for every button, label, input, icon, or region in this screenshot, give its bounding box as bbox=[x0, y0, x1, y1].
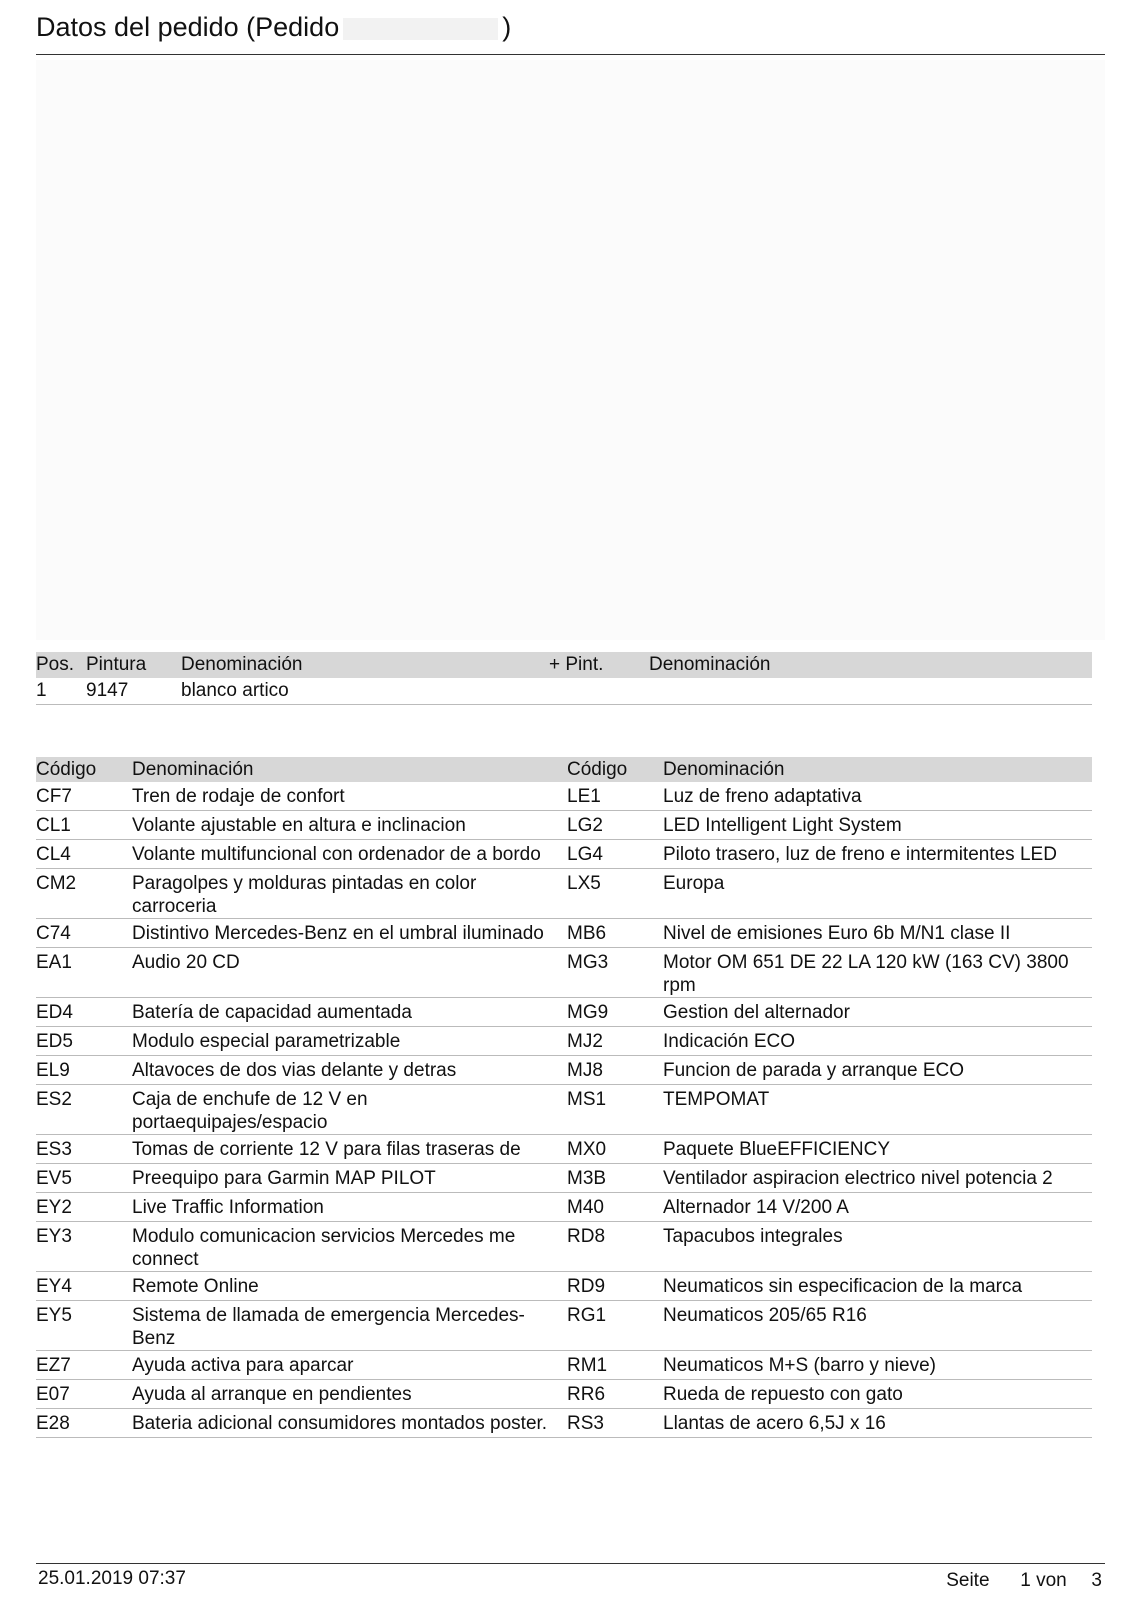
cell-codigo: C74 bbox=[36, 923, 71, 944]
cell-denominacion: Ayuda activa para aparcar bbox=[132, 1355, 354, 1376]
cell-codigo-2: MG3 bbox=[567, 952, 609, 973]
cell-denominacion: Distintivo Mercedes-Benz en el umbral iluminado bbox=[132, 923, 544, 944]
header-pos: Pos. bbox=[36, 654, 75, 675]
cell-codigo-2: RM1 bbox=[567, 1355, 608, 1376]
cell-codigo: EY3 bbox=[36, 1226, 72, 1247]
title-divider bbox=[36, 54, 1105, 55]
table-row bbox=[36, 1222, 1092, 1272]
table-row bbox=[36, 1380, 1092, 1409]
table-row bbox=[36, 1193, 1092, 1222]
cell-codigo: ES2 bbox=[36, 1089, 72, 1110]
cell-codigo-2: MJ8 bbox=[567, 1060, 603, 1081]
cell-denominacion: blanco artico bbox=[181, 680, 289, 701]
cell-denominacion-2: Nivel de emisiones Euro 6b M/N1 clase II bbox=[663, 923, 1011, 944]
cell-codigo: E28 bbox=[36, 1413, 70, 1434]
header-denominacion-2: Denominación bbox=[649, 654, 771, 675]
cell-denominacion: Tren de rodaje de confort bbox=[132, 786, 345, 807]
header-plus-pint: + Pint. bbox=[549, 654, 604, 675]
equipment-table-body bbox=[36, 782, 1092, 1438]
cell-denominacion: Live Traffic Information bbox=[132, 1197, 324, 1218]
table-row bbox=[36, 1135, 1092, 1164]
header-codigo: Código bbox=[36, 759, 97, 780]
table-row bbox=[36, 1056, 1092, 1085]
vehicle-image-area bbox=[36, 60, 1105, 640]
cell-denominacion: Volante ajustable en altura e inclinacion bbox=[132, 815, 466, 836]
cell-codigo: EZ7 bbox=[36, 1355, 71, 1376]
cell-codigo-2: RR6 bbox=[567, 1384, 606, 1405]
header-denominacion-2: Denominación bbox=[663, 759, 785, 780]
cell-denominacion: Modulo especial parametrizable bbox=[132, 1031, 401, 1052]
cell-codigo-2: LE1 bbox=[567, 786, 601, 807]
cell-codigo: EV5 bbox=[36, 1168, 72, 1189]
cell-codigo-2: MX0 bbox=[567, 1139, 607, 1160]
cell-denominacion-2: Piloto trasero, luz de freno e intermitentes LED bbox=[663, 844, 1057, 865]
cell-codigo-2: RD8 bbox=[567, 1226, 606, 1247]
cell-denominacion-2: Indicación ECO bbox=[663, 1031, 796, 1052]
page-indicator bbox=[946, 1570, 1102, 1592]
cell-codigo: CM2 bbox=[36, 873, 77, 894]
table-row bbox=[36, 840, 1092, 869]
cell-denominacion: Ayuda al arranque en pendientes bbox=[132, 1384, 412, 1405]
cell-pos: 1 bbox=[36, 680, 47, 701]
cell-codigo-2: M40 bbox=[567, 1197, 604, 1218]
cell-codigo-2: MJ2 bbox=[567, 1031, 603, 1052]
cell-codigo: CF7 bbox=[36, 786, 72, 807]
title-suffix: ) bbox=[502, 12, 512, 42]
cell-denominacion: Preequipo para Garmin MAP PILOT bbox=[132, 1168, 436, 1189]
cell-denominacion-2: Neumaticos 205/65 R16 bbox=[663, 1305, 867, 1326]
cell-denominacion: Modulo comunicacion servicios Mercedes me connect bbox=[132, 1226, 516, 1270]
page-total: 3 bbox=[1091, 1570, 1102, 1591]
page-current: 1 bbox=[1020, 1570, 1031, 1591]
table-row bbox=[36, 1272, 1092, 1301]
cell-denominacion-2: Gestion del alternador bbox=[663, 1002, 850, 1023]
cell-denominacion-2: LED Intelligent Light System bbox=[663, 815, 902, 836]
cell-plus-pint bbox=[549, 678, 649, 704]
redacted-order-number bbox=[343, 18, 498, 40]
cell-codigo-2: LG4 bbox=[567, 844, 603, 865]
cell-codigo-2: RG1 bbox=[567, 1305, 607, 1326]
cell-codigo: E07 bbox=[36, 1384, 70, 1405]
page-title bbox=[36, 12, 511, 43]
cell-pintura: 9147 bbox=[86, 680, 129, 701]
cell-denominacion: Sistema de llamada de emergencia Mercedes-Benz bbox=[132, 1305, 525, 1349]
cell-denominacion-2: Funcion de parada y arranque ECO bbox=[663, 1060, 965, 1081]
table-row bbox=[36, 1409, 1092, 1438]
cell-codigo-2: RS3 bbox=[567, 1413, 604, 1434]
header-denominacion: Denominación bbox=[132, 759, 254, 780]
cell-denominacion: Bateria adicional consumidores montados poster. bbox=[132, 1413, 548, 1434]
table-row bbox=[36, 678, 1092, 705]
footer-divider bbox=[36, 1563, 1105, 1564]
paint-table bbox=[36, 652, 1092, 705]
table-row bbox=[36, 948, 1092, 998]
table-row bbox=[36, 811, 1092, 840]
page-label: Seite bbox=[946, 1570, 990, 1591]
cell-denominacion-2: Neumaticos sin especificacion de la marca bbox=[663, 1276, 1023, 1297]
cell-codigo: ES3 bbox=[36, 1139, 72, 1160]
table-row bbox=[36, 782, 1092, 811]
header-codigo-2: Código bbox=[567, 759, 628, 780]
equipment-table bbox=[36, 757, 1092, 1438]
cell-codigo-2: MG9 bbox=[567, 1002, 609, 1023]
table-row bbox=[36, 919, 1092, 948]
cell-codigo-2: LG2 bbox=[567, 815, 603, 836]
cell-denominacion-2 bbox=[649, 678, 1092, 704]
cell-codigo-2: RD9 bbox=[567, 1276, 606, 1297]
table-row bbox=[36, 1164, 1092, 1193]
cell-codigo: CL4 bbox=[36, 844, 71, 865]
equipment-table-header bbox=[36, 757, 1092, 782]
cell-codigo: EY4 bbox=[36, 1276, 72, 1297]
cell-codigo-2: MB6 bbox=[567, 923, 607, 944]
cell-codigo: ED4 bbox=[36, 1002, 73, 1023]
cell-denominacion-2: Llantas de acero 6,5J x 16 bbox=[663, 1413, 886, 1434]
cell-denominacion: Remote Online bbox=[132, 1276, 259, 1297]
cell-denominacion-2: Tapacubos integrales bbox=[663, 1226, 843, 1247]
cell-denominacion-2: Paquete BlueEFFICIENCY bbox=[663, 1139, 891, 1160]
header-denominacion: Denominación bbox=[181, 654, 303, 675]
table-row bbox=[36, 869, 1092, 919]
cell-denominacion-2: Rueda de repuesto con gato bbox=[663, 1384, 903, 1405]
table-row bbox=[36, 1027, 1092, 1056]
cell-codigo: EL9 bbox=[36, 1060, 70, 1081]
cell-codigo-2: MS1 bbox=[567, 1089, 607, 1110]
cell-denominacion-2: Europa bbox=[663, 873, 725, 894]
cell-codigo: EY2 bbox=[36, 1197, 72, 1218]
cell-denominacion: Altavoces de dos vias delante y detras bbox=[132, 1060, 457, 1081]
cell-denominacion-2: Motor OM 651 DE 22 LA 120 kW (163 CV) 3800 rpm bbox=[663, 952, 1069, 996]
cell-codigo-2: M3B bbox=[567, 1168, 607, 1189]
cell-codigo: ED5 bbox=[36, 1031, 73, 1052]
table-row bbox=[36, 1301, 1092, 1351]
header-pintura: Pintura bbox=[86, 654, 147, 675]
cell-denominacion: Volante multifuncional con ordenador de a bordo bbox=[132, 844, 541, 865]
table-row bbox=[36, 1351, 1092, 1380]
cell-denominacion-2: Alternador 14 V/200 A bbox=[663, 1197, 849, 1218]
page-of: von bbox=[1036, 1570, 1067, 1591]
title-prefix: Datos del pedido (Pedido bbox=[36, 12, 340, 42]
cell-denominacion: Audio 20 CD bbox=[132, 952, 240, 973]
cell-denominacion: Paragolpes y molduras pintadas en color carroceria bbox=[132, 873, 477, 917]
paint-table-header bbox=[36, 652, 1092, 678]
cell-denominacion: Batería de capacidad aumentada bbox=[132, 1002, 412, 1023]
cell-denominacion-2: Neumaticos M+S (barro y nieve) bbox=[663, 1355, 936, 1376]
table-row bbox=[36, 998, 1092, 1027]
cell-denominacion: Caja de enchufe de 12 V en portaequipajes/espacio bbox=[132, 1089, 368, 1133]
cell-denominacion-2: TEMPOMAT bbox=[663, 1089, 770, 1110]
table-row bbox=[36, 1085, 1092, 1135]
cell-denominacion-2: Luz de freno adaptativa bbox=[663, 786, 862, 807]
cell-codigo-2: LX5 bbox=[567, 873, 601, 894]
cell-codigo: EY5 bbox=[36, 1305, 72, 1326]
cell-codigo: EA1 bbox=[36, 952, 72, 973]
cell-denominacion: Tomas de corriente 12 V para filas traseras de bbox=[132, 1139, 521, 1160]
cell-codigo: CL1 bbox=[36, 815, 71, 836]
cell-denominacion-2: Ventilador aspiracion electrico nivel potencia 2 bbox=[663, 1168, 1053, 1189]
footer-datetime: 25.01.2019 07:37 bbox=[38, 1568, 186, 1589]
